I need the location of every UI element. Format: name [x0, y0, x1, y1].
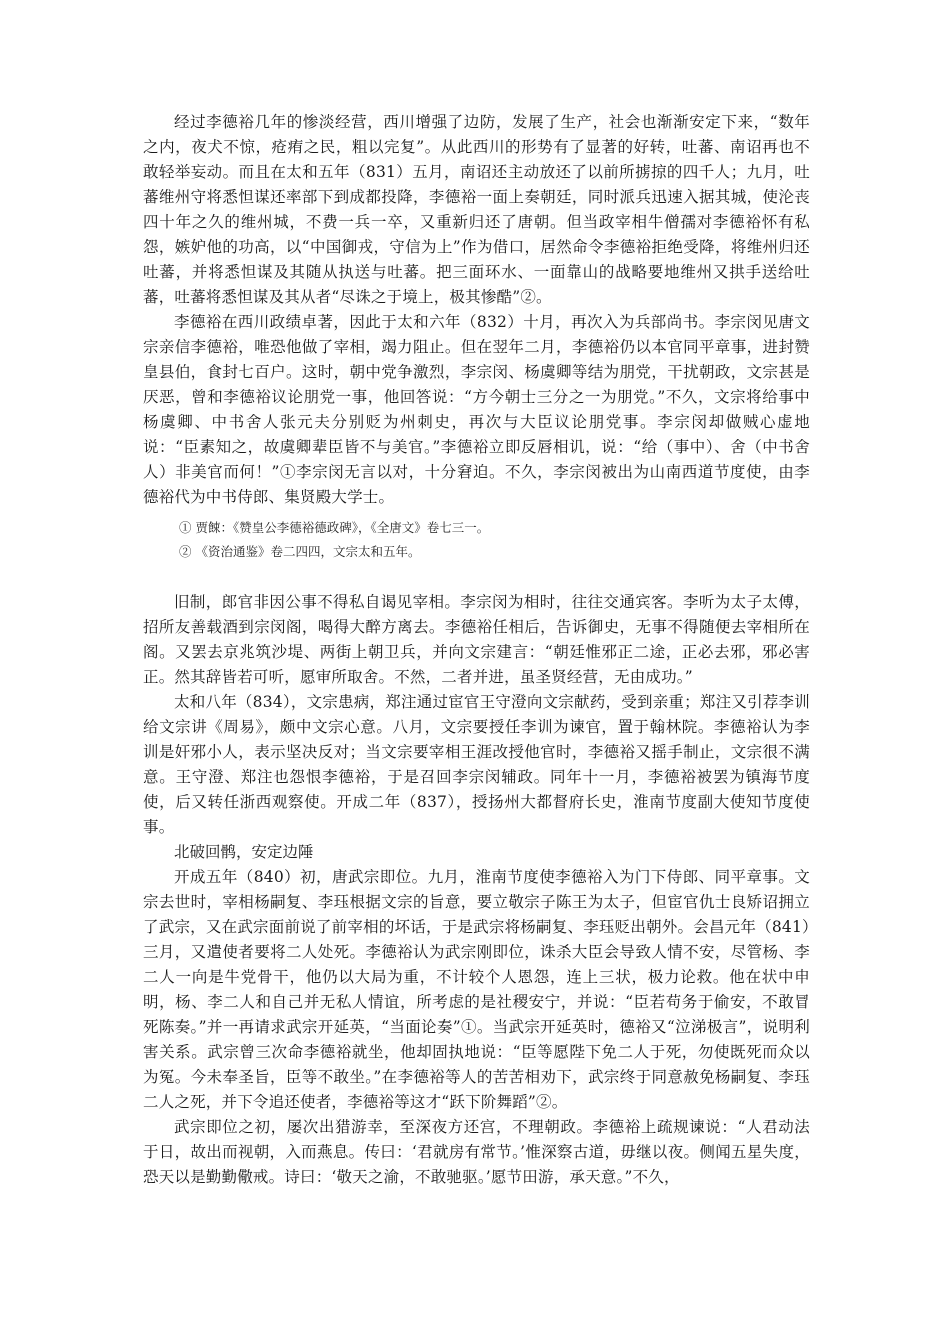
footnotes [143, 516, 810, 564]
paragraph: 太和八年（834），文宗患病，郑注通过宦官王守澄向文宗献药，受到亲重；郑注又引荐李训给文宗讲《周易》，颇中文宗心意。八月，文宗要授任李训为谏官，置于翰林院。李德裕认为李训是奸邪小人，表示坚决反对；当文宗要宰相王涯改授他官时，李德裕又摇手制止，文宗很不满意。王守澄、郑注也怨恨李德裕，于是召回李宗闵辅政。同年十一月，李德裕被罢为镇海节度使，后又转任浙西观察使。开成二年（837），授扬州大都督府长史，淮南节度副大使知节度使事。 [143, 693, 810, 836]
paragraph: 开成五年（840）初，唐武宗即位。九月，淮南节度使李德裕入为门下侍郎、同平章事。文宗去世时，宰相杨嗣复、李珏根据文宗的旨意，要立敬宗子陈王为太子，但宦官仇士良矫诏拥立了武宗，又在武宗面前说了前宰相的坏话，于是武宗将杨嗣复、李珏贬出朝外。会昌元年（841）三月，又遣使者要将二人处死。李德裕认为武宗刚即位，诛杀大臣会导致人情不安，尽管杨、李二人一向是牛党骨干，他仍以大局为重，不计较个人恩怨，连上三状，极力论救。他在状中申明，杨、李二人和自己并无私人情谊，所考虑的是社稷安宁，并说：“臣若苟务于偷安，不敢冒死陈奏。”并一再请求武宗开延英，“当面论奏”①。当武宗开延英时，德裕又“泣涕极言”，说明利害关系。武宗曾三次命李德裕就坐，他却固执地说：“臣等愿陛下免二人于死，勿使既死而众以为冤。今未奉圣旨，臣等不敢坐。”在李德裕等人的苦苦相劝下，武宗终于同意赦免杨嗣复、李珏二人之死，并下令追还使者，李德裕等这才“跃下阶舞蹈”②。 [143, 868, 810, 1111]
section-xichuan [143, 110, 810, 510]
paragraph: 武宗即位之初，屡次出猎游幸，至深夜方还宫，不理朝政。李德裕上疏规谏说：“人君动法于日，故出而视朝，入而燕息。传曰：‘君就房有常节。’惟深察古道，毋继以夜。侧闻五星失度，恐天以是勤勤儆戒。诗曰：‘敬天之渝，不敢驰驱。’愿节田游，承天意。”不久， [143, 1118, 810, 1186]
paragraph: 旧制，郎官非因公事不得私自谒见宰相。李宗闵为相时，往往交通宾客。李听为太子太傅，招所友善载酒到宗闵阁，喝得大醉方离去。李德裕任相后，告诉御史，无事不得随便去宰相所在阁。又罢去京兆筑沙堤、两街上朝卫兵，并向文宗建言：“朝廷惟邪正二途，正必去邪，邪必害正。然其辞皆若可听，愿审所取舍。不然，二者并进，虽圣贤经营，无由成功。” [143, 593, 810, 686]
paragraph: 经过李德裕几年的惨淡经营，西川增强了边防，发展了生产，社会也渐渐安定下来，“数年之内，夜犬不惊，疮痏之民，粗以完复”。从此西川的形势有了显著的好转，吐蕃、南诏再也不敢轻举妄动。而且在太和五年（831）五月，南诏还主动放还了以前所掳掠的四千人；九月，吐蕃维州守将悉怛谋还率部下到成都投降，李德裕一面上奏朝廷，同时派兵迅速入据其城，使沦丧四十年之久的维州城，不费一兵一卒，又重新归还了唐朝。但当政宰相牛僧孺对李德裕怀有私怨，嫉妒他的功高，以“中国御戎，守信为上”作为借口，居然命令李德裕拒绝受降，将维州归还吐蕃，并将悉怛谋及其随从执送与吐蕃。把三面环水、一面靠山的战略要地维州又拱手送给吐蕃，吐蕃将悉怛谋及其从者“尽诛之于境上，极其惨酷”②。 [143, 113, 810, 306]
paragraph: 李德裕在西川政绩卓著，因此于太和六年（832）十月，再次入为兵部尚书。李宗闵见唐文宗亲信李德裕，唯恐他做了宰相，竭力阻止。但在翌年二月，李德裕仍以本官同平章事，进封赞皇县伯，食封七百户。这时，朝中党争激烈，李宗闵、杨虞卿等结为朋党，干扰朝政，文宗甚是厌恶，曾和李德裕议论朋党一事，他回答说：“方今朝士三分之一为朋党。”不久，文宗将给事中杨虞卿、中书舍人张元夫分别贬为州刺史，再次与大臣议论朋党事。李宗闵却做贼心虚地说：“臣素知之，故虞卿辈臣皆不与美官。”李德裕立即反唇相讥，说：“给（事中）、舍（中书舍人）非美官而何！”①李宗闵无言以对，十分窘迫。不久，李宗闵被出为山南西道节度使，由李德裕代为中书侍郎、集贤殿大学士。 [143, 313, 810, 506]
section-continued [143, 590, 810, 1190]
section-heading: 北破回鹘，安定边陲 [174, 843, 314, 861]
footnote: ② 《资治通鉴》卷二四四，文宗太和五年。 [179, 544, 421, 559]
footnote: ① 贾餗：《赞皇公李德裕德政碑》，《全唐文》卷七三一。 [179, 520, 490, 535]
